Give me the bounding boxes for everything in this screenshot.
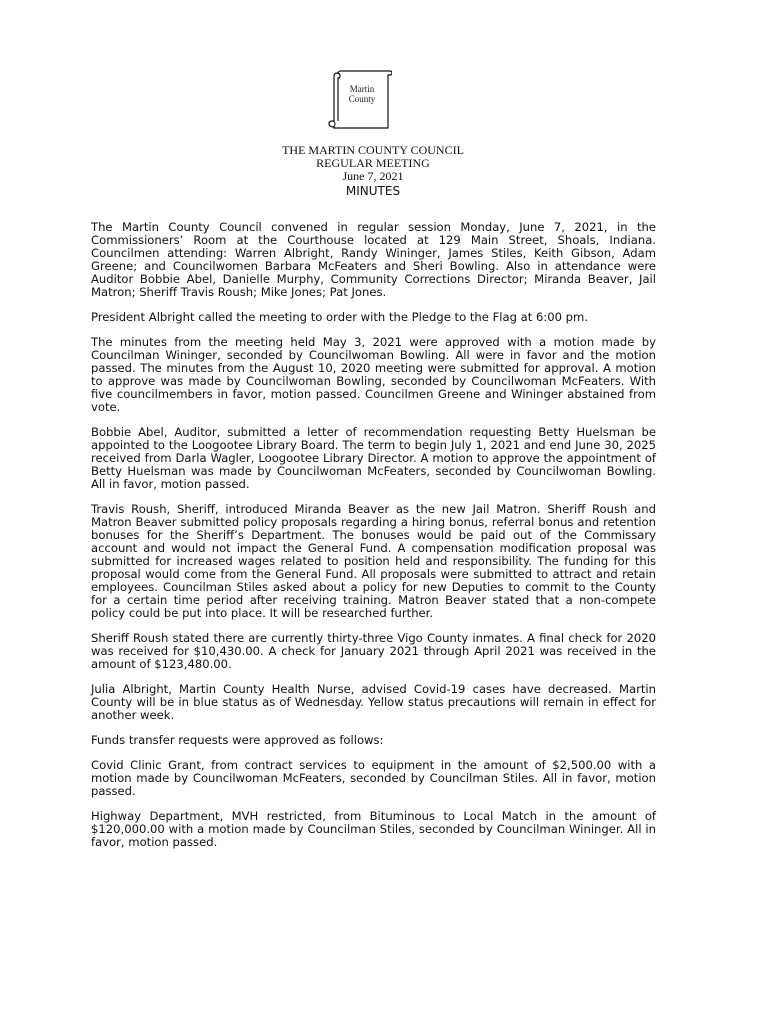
seal-text (336, 84, 388, 104)
paragraph-funds-transfer: Funds transfer requests were approved as follows: (91, 733, 384, 747)
minutes-heading: MINUTES (345, 184, 401, 198)
minutes-body (91, 221, 656, 861)
paragraph-highway: Highway Department, MVH restricted, from Bituminous to Local Match in the amount of $120,000.00 with a motion made by Councilman Stiles, seconded by Councilman Wininger. All in favor, motion passed. (91, 809, 656, 849)
meeting-type: REGULAR MEETING (316, 156, 430, 170)
county-scroll-seal (326, 70, 392, 132)
paragraph-sheriff-proposals: Travis Roush, Sheriff, introduced Miranda Beaver as the new Jail Matron. Sheriff Roush and Matron Beaver submitted policy proposals regarding a hiring bonus, referral bonus and retention bonuses for the Sheriff’s Department. The bonuses would be paid out of the Commissary account and would not impact the General Fund. A compensation modification proposal was submitted for increased wages related to position held and responsibility. The funding for this proposal would come from the General Fund. All proposals were submitted to attract and retain employees. Councilman Stiles asked about a policy for new Deputies to commit to the County for a certain time period after receiving training. Matron Beaver stated that a non-compete policy could be put into place. It will be researched further. (91, 502, 656, 620)
council-title: THE MARTIN COUNTY COUNCIL (282, 143, 464, 157)
seal-line2: County (348, 94, 376, 104)
paragraph-covid-clinic: Covid Clinic Grant, from contract services to equipment in the amount of $2,500.00 with a motion made by Councilwoman McFeaters, seconded by Councilman Stiles. All in favor, motion passed. (91, 758, 656, 798)
paragraph-library-board: Bobbie Abel, Auditor, submitted a letter of recommendation requesting Betty Huelsman be appointed to the Loogootee Library Board. The term to begin July 1, 2021 and end June 30, 2025 received from Darla Wagler, Loogootee Library Director. A motion to approve the appointment of Betty Huelsman was made by Councilwoman McFeaters, seconded by Councilwoman Bowling. All in favor, motion passed. (91, 425, 656, 491)
meeting-date: June 7, 2021 (342, 169, 404, 183)
paragraph-session: The Martin County Council convened in regular session Monday, June 7, 2021, in the Commissioners’ Room at the Courthouse located at 129 Main Street, Shoals, Indiana. Councilmen attending: Warren Albright, Randy Wininger, James Stiles, Keith Gibson, Adam Greene; and Councilwomen Barbara McFeaters and Sheri Bowling. Also in attendance were Auditor Bobbie Abel, Danielle Murphy, Community Corrections Director; Miranda Beaver, Jail Matron; Sheriff Travis Roush; Mike Jones; Pat Jones. (91, 220, 656, 299)
paragraph-health-nurse: Julia Albright, Martin County Health Nurse, advised Covid-19 cases have decreased. Martin County will be in blue status as of Wednesday. Yellow status precautions will remain in effect for another week. (91, 682, 656, 722)
paragraph-call-to-order: President Albright called the meeting to order with the Pledge to the Flag at 6:00 pm. (91, 310, 589, 324)
document-header (0, 144, 746, 198)
paragraph-minutes-approval: The minutes from the meeting held May 3, 2021 were approved with a motion made by Councilman Wininger, seconded by Councilwoman Bowling. All were in favor and the motion passed. The minutes from the August 10, 2020 meeting were submitted for approval. A motion to approve was made by Councilwoman Bowling, seconded by Councilwoman McFeaters. With five councilmembers in favor, motion passed. Councilmen Greene and Wininger abstained from vote. (91, 335, 656, 414)
paragraph-inmates: Sheriff Roush stated there are currently thirty-three Vigo County inmates. A final check for 2020 was received for $10,430.00. A check for January 2021 through April 2021 was received in the amount of $123,480.00. (91, 631, 656, 671)
seal-line1: Martin (349, 84, 375, 94)
